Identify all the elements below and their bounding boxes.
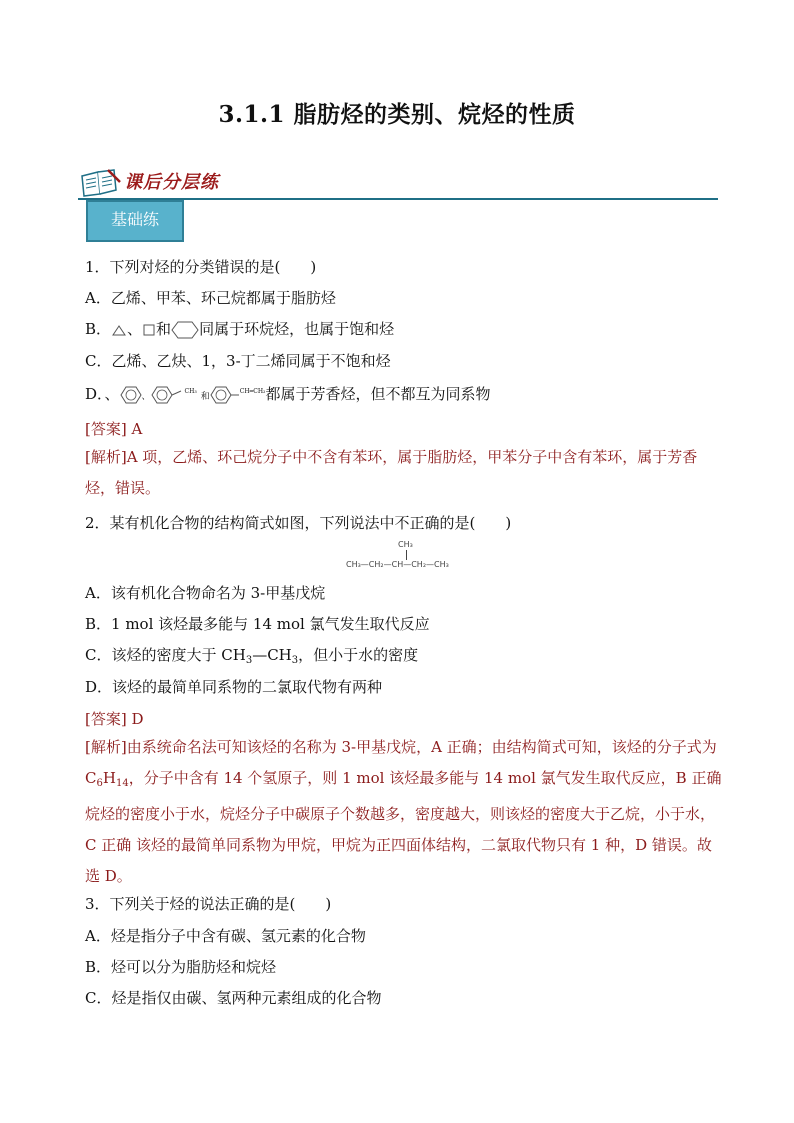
q2-option-c: C．该烃的密度大于 $CH_3—CH_3$，但小于水的密度	[85, 646, 419, 666]
q1-styrene-vinyl: CH═CH₂	[239, 388, 266, 395]
section-header	[78, 166, 718, 200]
q1-option-d-prefix: D．、	[85, 385, 120, 403]
q1-option-b-suffix: 同属于环烷烃，也属于饱和烃	[199, 320, 395, 338]
q1-option-d-and: 和	[200, 392, 210, 402]
q2-analysis: [解析]由系统命名法可知该烃的名称为 3-甲基戊烷，A 正确；由结构简式可知，该烃的分子式为 $C_6H_{14}$，分子中含有 14 个氢原子，则 1 mol 该烃最多能与 14 mol 氯气发生取代反应，B 正确 烷烃的密度小于水，烷烃分子中碳原子个数越多，密度越大，则该烃的密度大于乙烷，小于水，C 正确 该烃的最简单同系物为甲烷，甲烷为正四面体结构，二氯取代物只有 1 种，D 错误。故选 D。	[85, 738, 722, 885]
cyclopropane-structure	[111, 323, 127, 337]
benzene-structure	[120, 385, 142, 405]
q2-structure	[346, 540, 476, 570]
q2-structure-chain: CH₃—CH₂—CH—CH₂—CH₃	[346, 560, 449, 569]
q2-option-b: B．1 mol 该烃最多能与 14 mol 氯气发生取代反应	[85, 615, 430, 633]
q2-answer: [答案] D	[85, 710, 144, 728]
q1-analysis: [解析]A 项，乙烯、环己烷分子中不含有苯环，属于脂肪烃，甲苯分子中含有苯环，属于芳香烃，错误。	[85, 448, 698, 497]
q1-option-a: A．乙烯、甲苯、环己烷都属于脂肪烃	[85, 289, 336, 307]
cyclobutane-structure	[142, 323, 156, 337]
cyclohexane-structure	[171, 320, 199, 340]
q3-option-c: C．烃是指仅由碳、氢两种元素组成的化合物	[85, 989, 382, 1007]
q3-stem: 3．下列关于烃的说法正确的是( )	[85, 895, 332, 913]
q1-toluene-ch3: CH₃	[184, 388, 197, 395]
q1-option-c: C．乙烯、乙炔、1，3-丁二烯同属于不饱和烃	[85, 352, 391, 370]
q2-option-d: D．该烃的最简单同系物的二氯取代物有两种	[85, 678, 383, 696]
q1-option-d-suffix: 都属于芳香烃，但不都互为同系物	[265, 385, 491, 403]
q1-option-b-and: 和	[156, 320, 172, 338]
section-label: 课后分层练	[124, 172, 219, 193]
q1-stem: 1．下列对烃的分类错误的是( )	[85, 258, 317, 276]
page-title: 3.1.1 脂肪烃的类别、烷烃的性质	[218, 101, 576, 128]
q2-option-a: A．该有机化合物命名为 3-甲基戊烷	[85, 584, 326, 602]
toluene-structure	[151, 385, 185, 405]
book-icon	[78, 168, 122, 198]
styrene-structure	[210, 385, 240, 405]
q2-structure-branch: CH₃	[398, 540, 413, 549]
q2-stem: 2．某有机化合物的结构简式如图，下列说法中不正确的是( )	[85, 514, 512, 532]
q1-option-b-prefix: B．	[85, 320, 112, 338]
level-badge: 基础练	[86, 200, 184, 242]
q3-option-b: B．烃可以分为脂肪烃和烷烃	[85, 958, 277, 976]
q1-answer: [答案] A	[85, 420, 143, 438]
q1-option-d	[85, 383, 490, 405]
q1-option-d-sep: 、	[141, 392, 151, 402]
q1-option-b: B． 、 和 同属于环烷烃，也属于饱和烃	[85, 320, 395, 338]
q3-option-a: A．烃是指分子中含有碳、氢元素的化合物	[85, 927, 366, 945]
